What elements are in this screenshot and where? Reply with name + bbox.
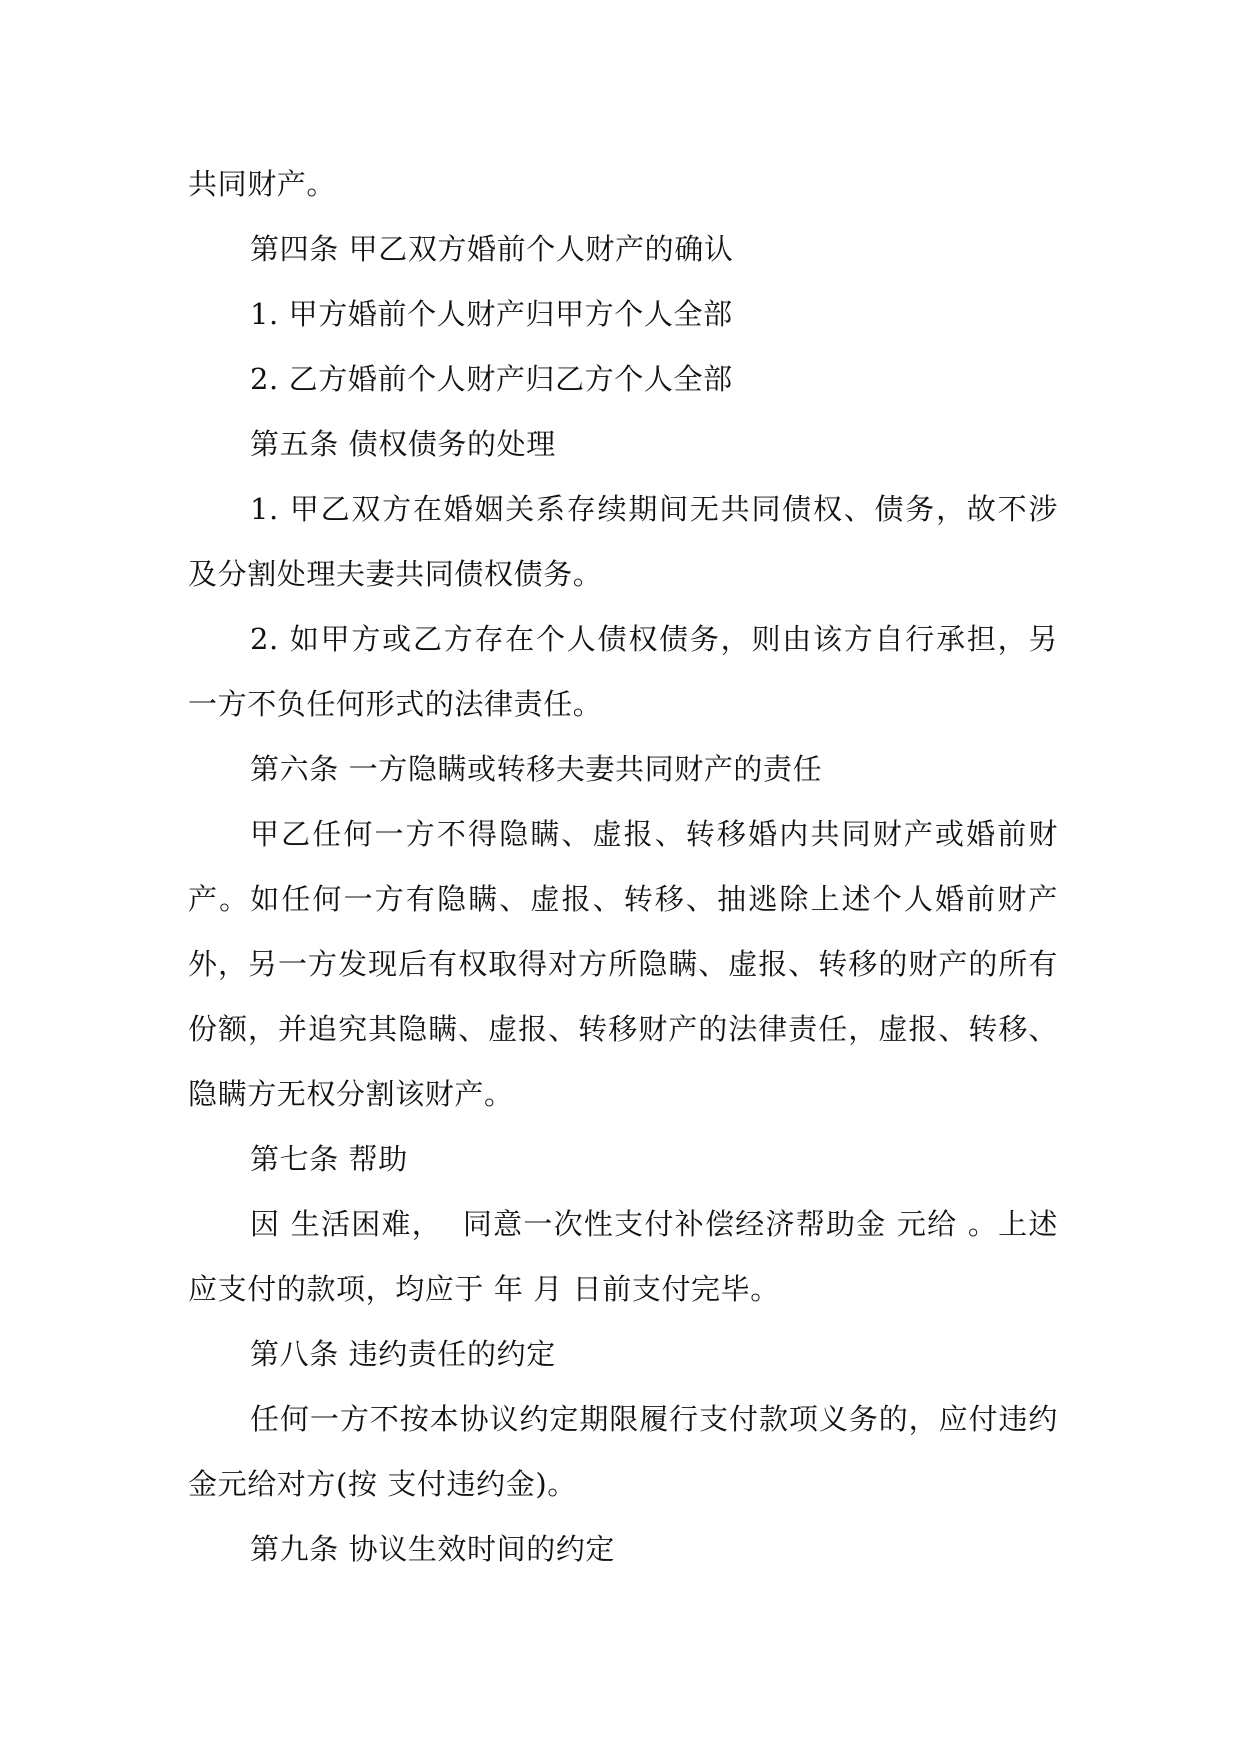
article-8-body: 任何一方不按本协议约定期限履行支付款项义务的，应付违约金元给对方(按 支付违约金)。 [188, 1402, 1058, 1501]
article-9-heading: 第九条 协议生效时间的约定 [250, 1532, 616, 1566]
article-8-heading: 第八条 违约责任的约定 [250, 1337, 556, 1371]
article-5-item-1: 1. 甲乙双方在婚姻关系存续期间无共同债权、债务，故不涉及分割处理夫妻共同债权债务。 [188, 492, 1058, 591]
article-4-item-1: 1. 甲方婚前个人财产归甲方个人全部 [250, 297, 733, 331]
article-5-heading: 第五条 债权债务的处理 [250, 427, 556, 461]
article-7-body: 因 生活困难， 同意一次性支付补偿经济帮助金 元给 。上述应支付的款项，均应于 年 月 日前支付完毕。 [188, 1207, 1058, 1306]
article-5-item-2: 2. 如甲方或乙方存在个人债权债务，则由该方自行承担，另一方不负任何形式的法律责任。 [188, 622, 1058, 721]
article-4-item-2: 2. 乙方婚前个人财产归乙方个人全部 [250, 362, 733, 396]
article-6-heading: 第六条 一方隐瞒或转移夫妻共同财产的责任 [250, 752, 823, 786]
paragraph-continuation: 共同财产。 [188, 167, 337, 201]
article-7-heading: 第七条 帮助 [250, 1142, 408, 1176]
article-4-heading: 第四条 甲乙双方婚前个人财产的确认 [250, 232, 734, 266]
article-6-body: 甲乙任何一方不得隐瞒、虚报、转移婚内共同财产或婚前财产。如任何一方有隐瞒、虚报、转移、抽逃除上述个人婚前财产外，另一方发现后有权取得对方所隐瞒、虚报、转移的财产的所有份额，并追究其隐瞒、虚报、转移财产的法律责任，虚报、转移、隐瞒方无权分割该财产。 [188, 817, 1058, 1111]
document-body [188, 152, 1058, 1582]
